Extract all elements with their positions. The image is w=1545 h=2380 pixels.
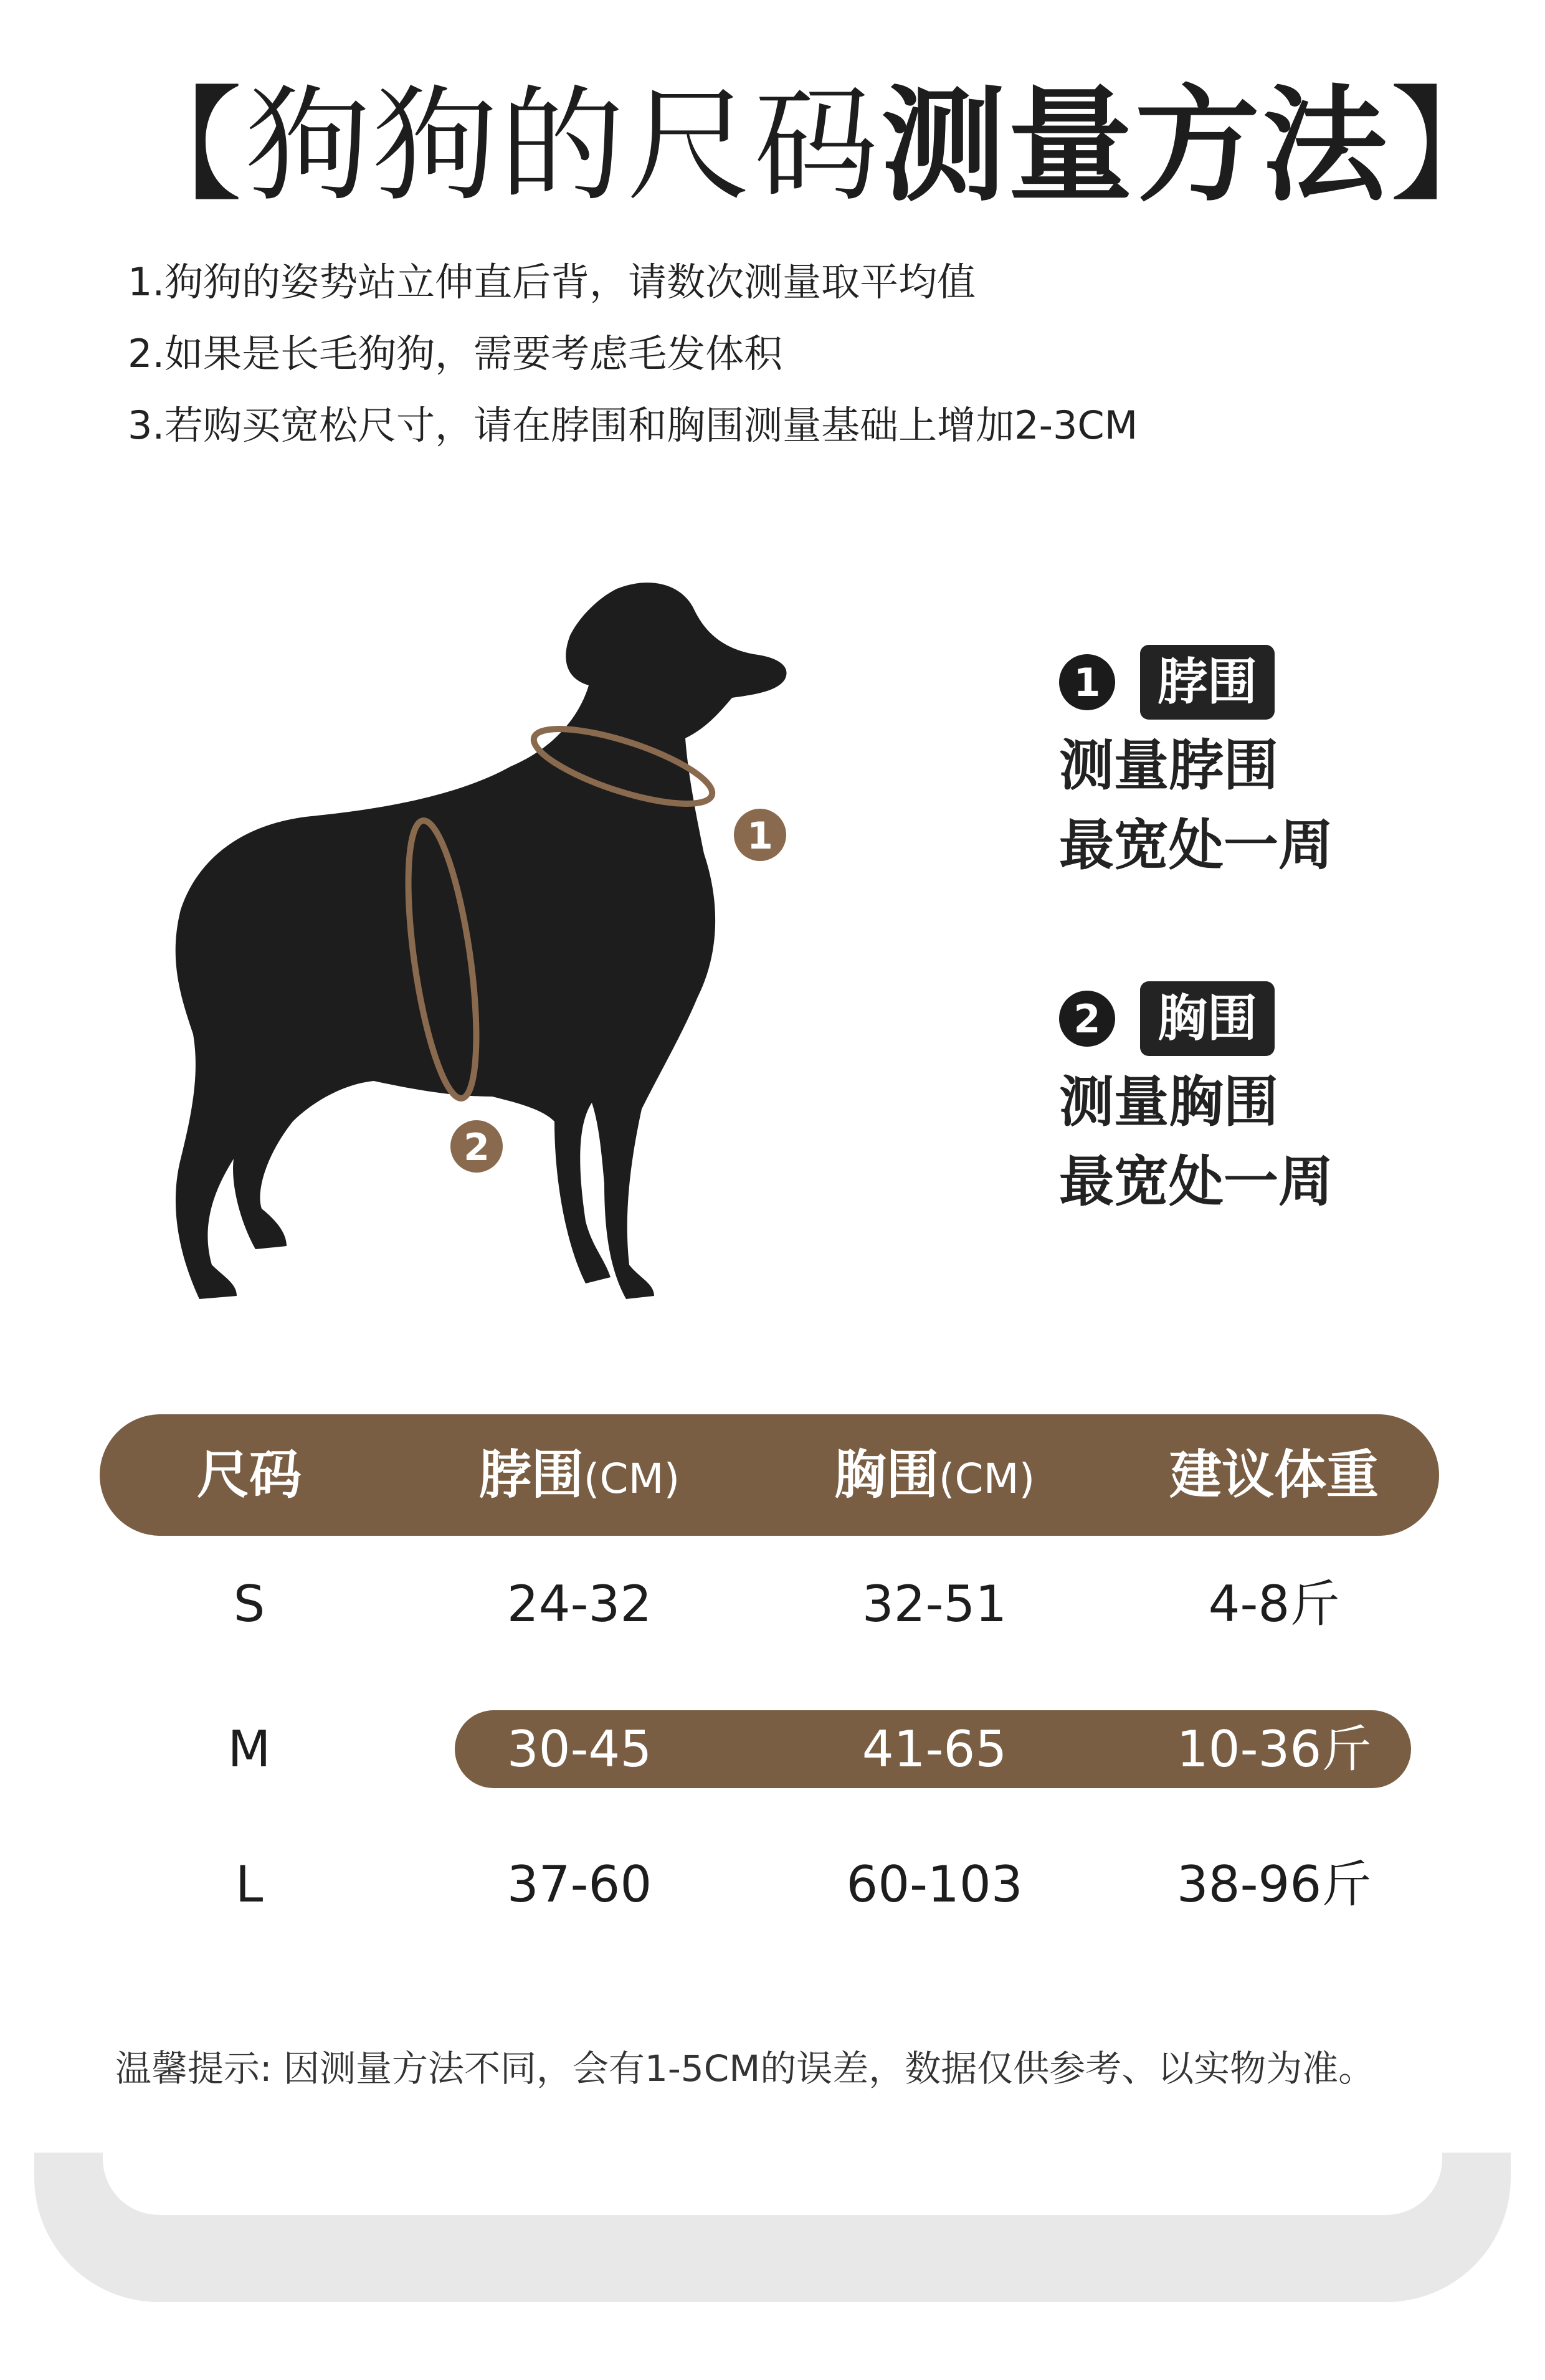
legend-neck-head (1059, 642, 1495, 723)
header-neck-unit: (CM) (583, 1455, 680, 1503)
cell-weight: 38-96斤 (1176, 1855, 1372, 1913)
header-chest-label: 胸围 (834, 1444, 939, 1505)
header-chest (760, 1414, 1109, 1536)
title-bracket-open: 【 (118, 74, 246, 219)
legend-chest (1059, 978, 1495, 1219)
cell-size: S (233, 1575, 265, 1633)
cell-size: L (235, 1855, 264, 1913)
chest-tag: 胸围 (1140, 981, 1275, 1056)
table-row (100, 1703, 1439, 1796)
title-light-part: 狗狗的尺码 (245, 74, 882, 219)
note-line-1: 1.狗狗的姿势站立伸直后背，请数次测量取平均值 (128, 259, 976, 305)
size-table-header (100, 1414, 1439, 1536)
marker-2-label: 2 (463, 1126, 490, 1169)
header-size-label: 尺码 (196, 1444, 302, 1505)
header-size (100, 1414, 399, 1536)
cell-weight: 4-8斤 (1208, 1575, 1340, 1633)
cell-neck: 37-60 (506, 1855, 652, 1913)
legend-neck (1059, 642, 1495, 882)
neck-instruction-2: 最宽处一周 (1059, 813, 1334, 877)
cell-chest: 32-51 (862, 1575, 1007, 1633)
cell-weight: 10-36斤 (1176, 1720, 1372, 1778)
cell-chest: 41-65 (862, 1720, 1007, 1778)
note-line-2: 2.如果是长毛狗狗，需要考虑毛发体积 (128, 331, 783, 376)
header-chest-unit: (CM) (938, 1455, 1035, 1503)
cell-size: M (227, 1720, 271, 1778)
cell-neck: 24-32 (506, 1575, 652, 1633)
dog-measurement-diagram (106, 561, 853, 1327)
number-2-icon: 2 (1059, 991, 1115, 1047)
legend-chest-head (1059, 978, 1495, 1059)
title-bold-part: 测量方法 (881, 74, 1390, 219)
number-1-icon: 1 (1059, 654, 1115, 710)
page-title (118, 74, 1517, 219)
footnote: 温馨提示: 因测量方法不同，会有1-5CM的误差，数据仅供参考、以实物为准。 (115, 2047, 1375, 2090)
table-row (100, 1838, 1439, 1931)
header-weight-label: 建议体重 (1169, 1444, 1379, 1505)
title-bracket-close: 】 (1389, 74, 1517, 219)
marker-1-label: 1 (747, 814, 773, 858)
cell-neck: 30-45 (506, 1720, 652, 1778)
chest-instruction-2: 最宽处一周 (1059, 1150, 1334, 1214)
chest-instruction-1: 测量胸围 (1059, 1070, 1279, 1134)
neck-instruction-1: 测量脖围 (1059, 733, 1279, 797)
table-row (100, 1558, 1439, 1651)
cell-chest: 60-103 (846, 1855, 1023, 1913)
dog-silhouette (176, 583, 787, 1299)
header-neck (399, 1414, 760, 1536)
neck-tag: 脖围 (1140, 645, 1275, 720)
bottom-frame-inner (103, 2153, 1442, 2215)
header-weight (1109, 1414, 1439, 1536)
measurement-notes (128, 246, 1138, 461)
note-line-3: 3.若购买宽松尺寸，请在脖围和胸围测量基础上增加2-3CM (128, 402, 1138, 448)
header-neck-label: 脖围 (478, 1444, 584, 1505)
